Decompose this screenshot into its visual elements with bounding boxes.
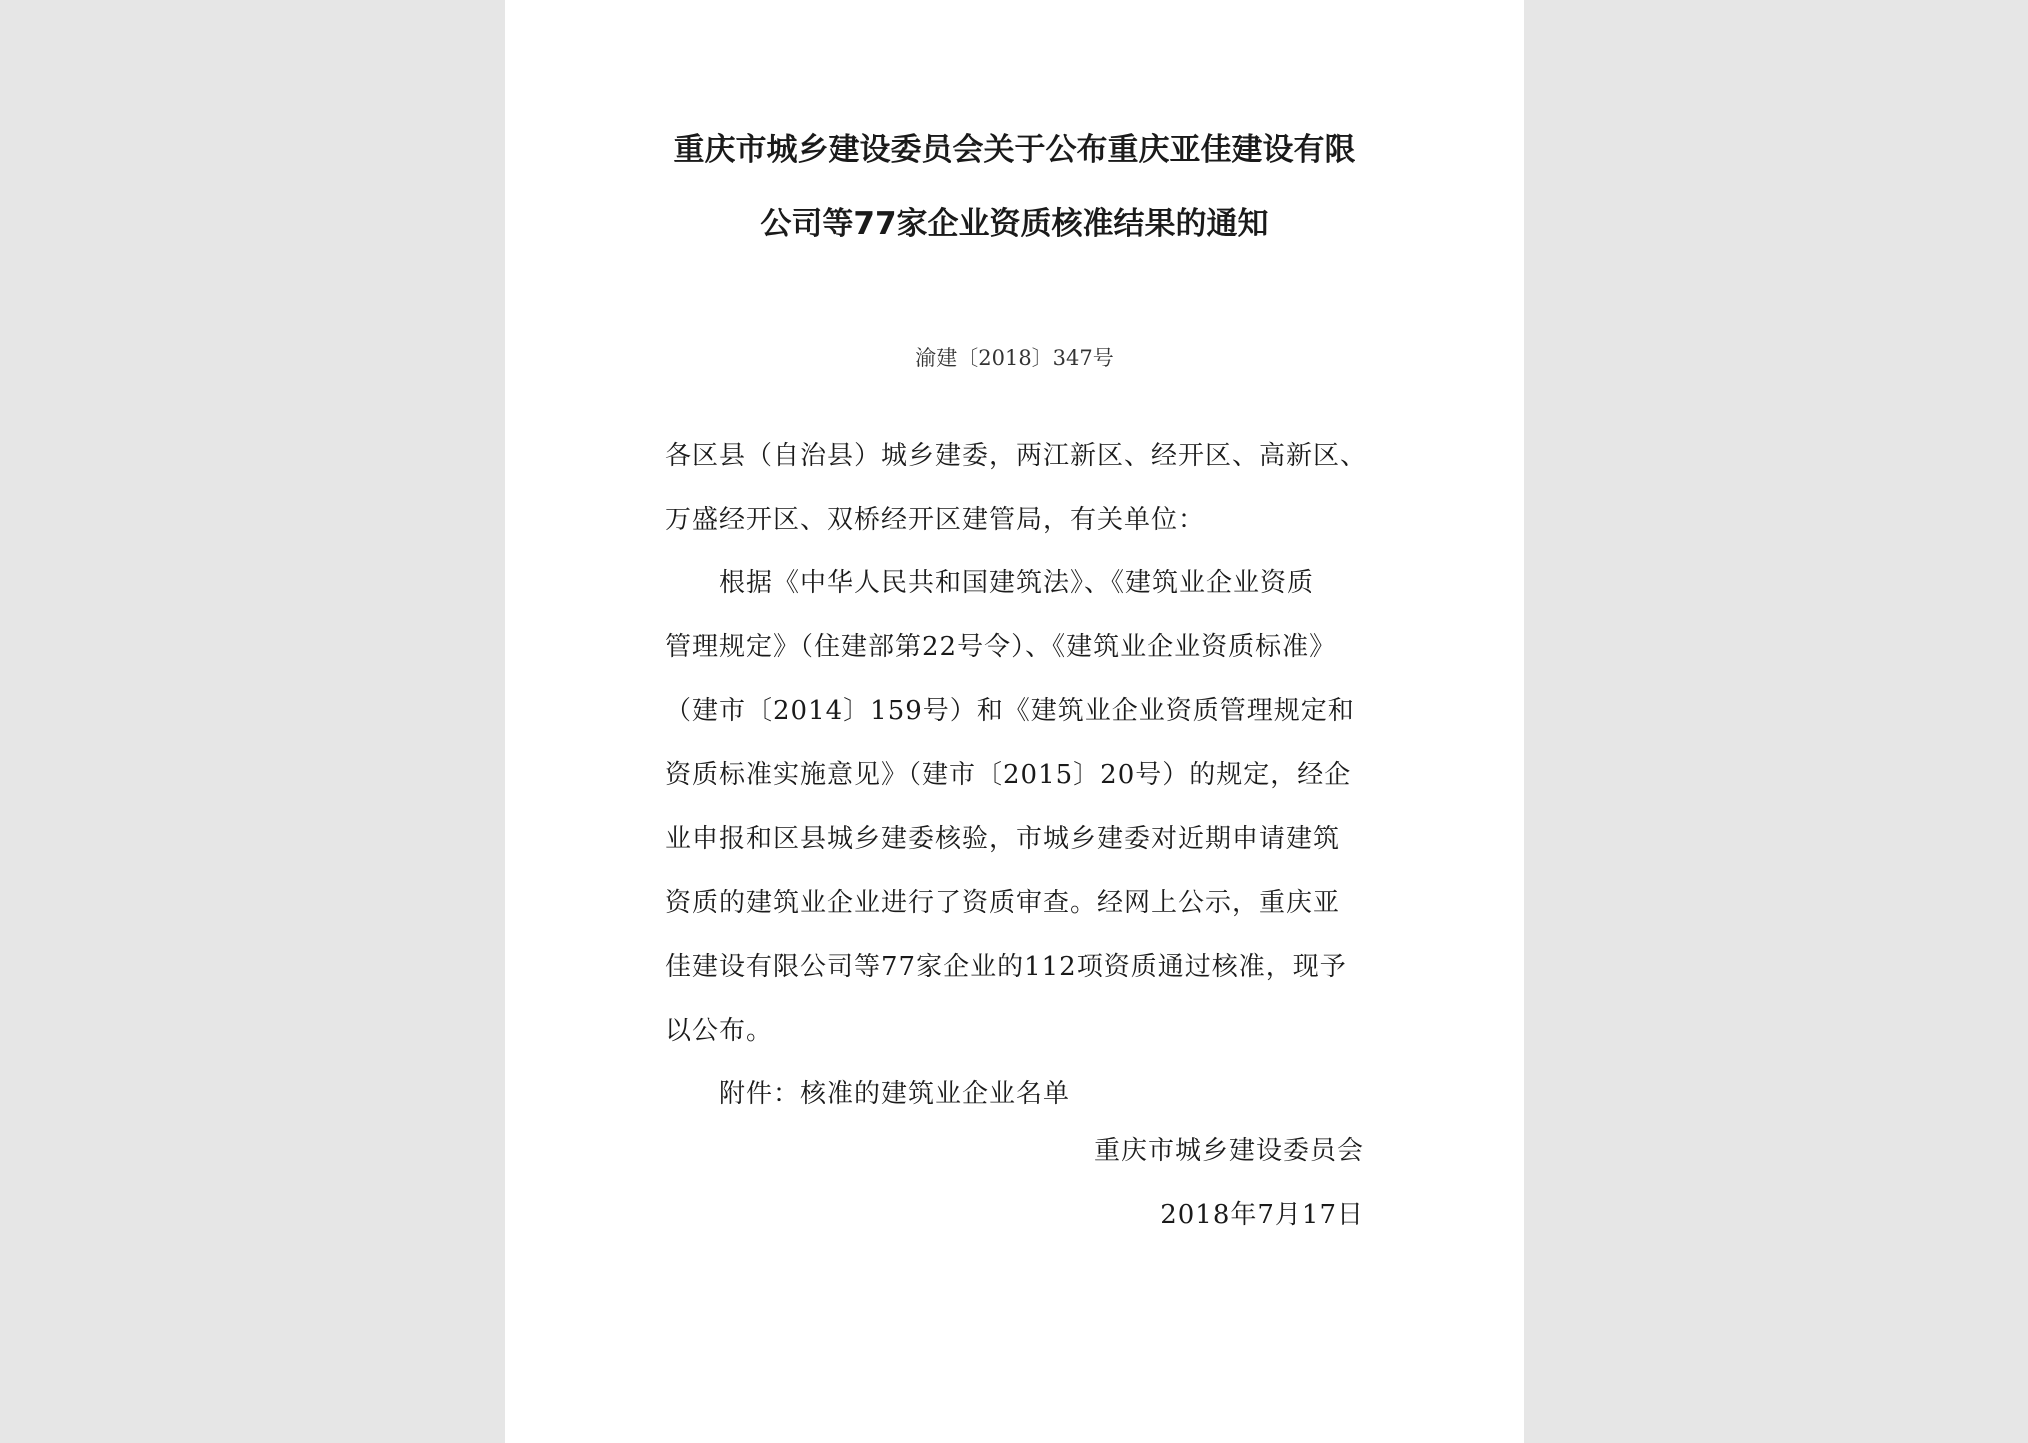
body-line-8: 以公布。 [665,1016,774,1046]
body-line-5: 业申报和区县城乡建委核验，市城乡建委对近期申请建筑 [665,824,1341,854]
body-line-1: 根据《中华人民共和国建筑法》、《建筑业企业资质 [719,568,1315,598]
document-title-line-2: 公司等77家企业资质核准结果的通知 [760,206,1269,242]
body-line-3: （建市〔2014〕159号）和《建筑业企业资质管理规定和 [665,696,1355,726]
document-number: 渝建〔2018〕347号 [915,346,1114,370]
document-title-line-1: 重庆市城乡建设委员会关于公布重庆亚佳建设有限 [673,132,1356,168]
body-line-2: 管理规定》（住建部第22号令）、《建筑业企业资质标准》 [665,632,1337,662]
document-page [505,0,1524,1443]
body-line-7: 佳建设有限公司等77家企业的112项资质通过核准，现予 [665,952,1347,982]
attachment-note: 附件：核准的建筑业企业名单 [719,1079,1071,1109]
issue-date: 2018年7月17日 [1160,1200,1364,1230]
addressee-line-1: 各区县（自治县）城乡建委，两江新区、经开区、高新区、 [665,441,1368,471]
body-line-4: 资质标准实施意见》（建市〔2015〕20号）的规定，经企 [665,760,1352,790]
body-line-6: 资质的建筑业企业进行了资质审查。经网上公示，重庆亚 [665,888,1341,918]
issuer-signature: 重庆市城乡建设委员会 [1093,1136,1364,1166]
addressee-line-2: 万盛经开区、双桥经开区建管局，有关单位： [665,505,1206,535]
